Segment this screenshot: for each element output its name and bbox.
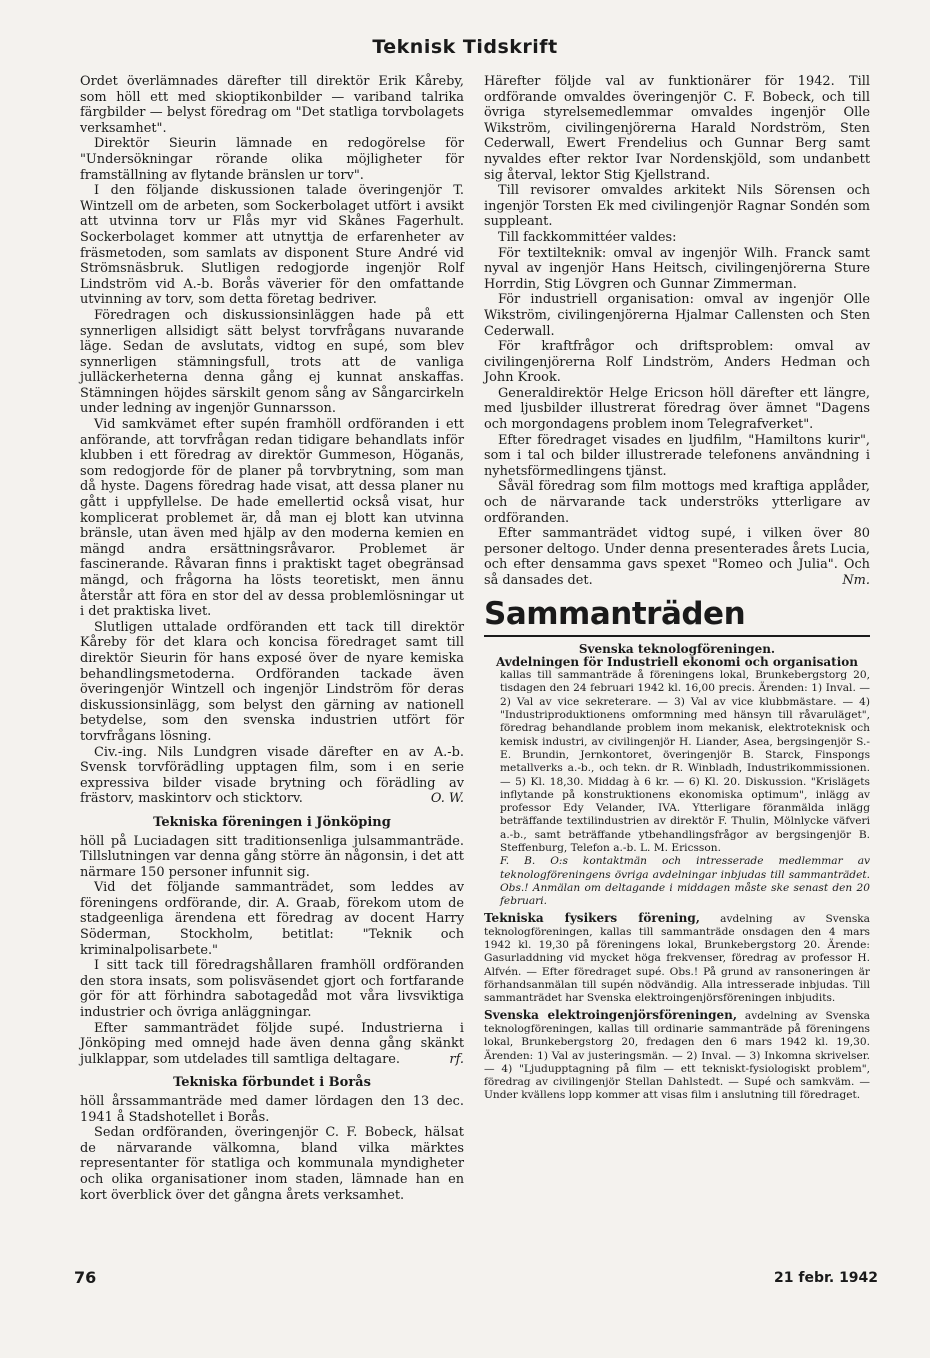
notice-org-title: Svenska teknologföreningen. (578, 641, 776, 656)
notice-text: avdelning av Svenska teknologföreningen, kallas till ordinarie sammanträde på föreningens lokal, Brunkebergstorg 20, fredagen den 6 mars 1942 kl. 19,30. Ärenden: 1) Val av justeringsmän. — 2) Inval. — 3) Inkomna skrivelser. — 4) "Ljudupptagning på film — ett tekniskt-fysiologiskt problem", föredrag av civilingenjör Stellan Dahlstedt. — Supé och samkväm. — Under kvällens lopp kommer att visas film i anslutning till föredraget. (484, 1009, 870, 1102)
paragraph (80, 1021, 464, 1068)
paragraph: höll årssammanträde med damer lördagen den 13 dec. 1941 å Stadshotellet i Borås. (80, 1094, 464, 1125)
paragraph: Härefter följde val av funktionärer för 1942. Till ordförande omvaldes överingenjör C. F. Bobeck, och till övriga styrelsemedlemmar omvaldes ingenjör Olle Wikström, civilingenjörerna Harald Nordström, Sten Cederwall, Ewert Frendelius och Gunnar Berg samt nyvaldes efter rektor Ivar Nordenskjöld, som undanbett sig återval, lektor Stig Kjellstrand. (484, 74, 870, 183)
notice-paragraph (484, 912, 870, 1006)
section-heading-jonkoping: Tekniska föreningen i Jönköping (153, 814, 391, 830)
paragraph (80, 745, 464, 807)
notice-paragraph (484, 1009, 870, 1103)
paragraph (484, 526, 870, 588)
paragraph-text: Civ.-ing. Nils Lundgren visade därefter en av A.-b. Svensk torvförädling upptagen film, som i en serie expressiva bilder visade brytning och förädling av frästorv, maskintorv och sticktorv. (80, 744, 464, 807)
paragraph: höll på Luciadagen sitt traditionsenliga julsammanträde. Tillslutningen var denna gång större än någonsin, i det att närmare 150 personer infunnit sig. (80, 833, 464, 880)
paragraph-text: Efter sammanträdet vidtog supé, i vilken över 80 personer deltogo. Under denna presenterades årets Lucia, och efter densamma gavs spexet "Romeo och Julia". Och så dansades det. (484, 526, 870, 588)
paragraph: Föredragen och diskussionsinläggen hade på ett synnerligen allsidigt sätt belyst torvfrågans nuvarande läge. Sedan de avslutats, vidtog en supé, som blev synnerligen stämningsfull, trots att de vanliga julläckerheterna denna gång ej kunnat anskaffas. Stämningen höjdes särskilt genom sång av Sångarcirkeln under ledning av ingenjör Gunnarsson. (80, 307, 464, 417)
paragraph: Till revisorer omvaldes arkitekt Nils Sörensen och ingenjör Torsten Ek med civilingenjör Ragnar Sondén som suppleant. (484, 183, 870, 230)
masthead-title: Teknisk Tidskrift (372, 36, 558, 58)
section-title-sammantraden: Sammanträden (484, 595, 870, 637)
paragraph: Slutligen uttalade ordföranden ett tack till direktör Kåreby för det klara och koncisa föredraget samt till direktör Sieurin för hans exposé över de nyare kemiska behandlingsmetoderna. Ordföranden tackade även överingenjör Wintzell och ingenjör Lindström för deras diskussionsinlägg, som belyst den gärning av nationell betydelse, som den svenska industrien utfört för torvfrågans lösning. (80, 619, 464, 744)
author-signature: rf. (449, 1051, 464, 1067)
section-heading-boras: Tekniska förbundet i Borås (173, 1075, 371, 1091)
right-column (484, 74, 870, 1103)
notice-text: kallas till sammanträde å föreningens lokal, Brunkebergstorg 20, tisdagen den 24 februari 1942 kl. 16,00 precis. Ärenden: 1) Inval. — 2) Val av vice sekreterare. — 3) Val av vice klubbmästare. — 4) "Industriproduktionens omformning med hänsyn till råvaruläget", föredrag behandlande problem inom mekanisk, elektroteknisk och kemisk industri, av civilingenjör H. Liander, Asea, bergsingenjör S.-E. Brundin, Jernkontoret, överingenjör B. Starck, Finspongs metallverks a.-b., och tekn. dr R. Winbladh, Industrikommissionen. — 5) Kl. 18,30. Middag à 6 kr. — 6) Kl. 20. Diskussion. "Krislägets inflytande på konstruktionens ekonomiska optimum", inlägg av professor Edy Velander, IVA. Ytterligare föranmälda inlägg beträffande textilindustrien av direktör F. Thulin, Mölnlycke väfveri a.-b., samt beträffande ytbehandlingsfrågor av bergsingenjör B. Steffenburg, Telefon a.-b. L. M. Ericsson. (500, 669, 870, 855)
left-column (80, 74, 464, 1203)
issue-date: 21 febr. 1942 (774, 1270, 879, 1286)
paragraph: Vid det följande sammanträdet, som leddes av föreningens ordförande, dir. A. Graab, förekom utom de stadgeenliga ärendena ett föredrag av docent Harry Söderman, Stockholm, betitlat: "Teknik och kriminalpolisarbete." (80, 880, 464, 958)
paragraph: För kraftfrågor och driftsproblem: omval av civilingenjörerna Rolf Lindström, Anders Hedman och John Krook. (484, 339, 870, 386)
notice-org-lead: Tekniska fysikers förening, (484, 910, 700, 925)
author-signature: O. W. (430, 791, 464, 807)
paragraph-text: Efter sammanträdet följde supé. Industrierna i Jönköping med omnejd hade även denna gång skänkt julklappar, som utdelades till samtliga deltagare. (80, 1020, 464, 1067)
paragraph: Ordet överlämnades därefter till direktör Erik Kåreby, som höll ett med skioptikonbilder — variband talrika färgbilder — belyst föredrag om "Det statliga torvbolagets verksamhet". (80, 74, 464, 136)
meeting-notices (484, 643, 870, 1103)
paragraph: Generaldirektör Helge Ericson höll därefter ett längre, med ljusbilder illustrerat föredrag över ämnet "Dagens och morgondagens problem inom Telegrafverket". (484, 385, 870, 433)
paragraph: För textilteknik: omval av ingenjör Wilh. Franck samt nyval av ingenjör Hans Heitsch, civilingenjörerna Sture Horrdin, Stig Lövgren och Gunnar Zimmerman. (484, 245, 870, 292)
paragraph: Vid samkvämet efter supén framhöll ordföranden i ett anförande, att torvfrågan redan tidigare behandlats inför klubben i ett föredrag av direktör Gummeson, Höganäs, som redogjorde för de planer på torvbrytning, som man då hyste. Dagens föredrag hade visat, att dessa planer nu gått i uppfyllelse. De hade emellertid också visat, hur komplicerat problemet är, då man ej blott kan utvinna bränsle, utan även med hjälp av den moderna kemien en mängd andra ersättningsråvaror. Problemet är fascinerande. Råvaran finns i praktiskt taget obegränsad mängd, och frågorna ha lösts teoretiskt, men ännu återstår att föra en stor del av dessa problemlösningar ut i det praktiska livet. (80, 417, 464, 620)
paragraph: Direktör Sieurin lämnade en redogörelse för "Undersökningar rörande olika möjligheter för framställning av flytande bränslen ur torv". (80, 136, 464, 183)
paragraph: Till fackkommittéer valdes: (498, 229, 677, 245)
notice-org-subtitle: Avdelningen för Industriell ekonomi och organisation (495, 654, 858, 669)
paragraph: Efter föredraget visades en ljudfilm, "Hamiltons kurir", som i tal och bilder illustrerade telefonens användning i nyhetsförmedlingens tjänst. (484, 432, 870, 479)
notice-text: avdelning av Svenska teknologföreningen, kallas till sammanträde onsdagen den 4 mars 1942 kl. 19,30 på föreningens lokal, Brunkebergstorg 20. Ärende: Gasurladdning vid mycket höga frekvenser, föredrag av professor H. Alfvén. — Efter föredraget supé. Obs.! På grund av ransoneringen är förhandsanmälan till supén nödvändig. Alla intresserade inbjudas. Till sammanträdet har Svenska elektroingenjörsföreningen inbjudits. (484, 912, 870, 1005)
paragraph: I sitt tack till föredragshållaren framhöll ordföranden den stora insats, som polisväsendet gjort och fortfarande gör för att förhindra sabotagedåd mot våra livsviktiga industrier och övriga anläggningar. (80, 958, 464, 1021)
page-number: 76 (74, 1268, 97, 1287)
paragraph: Såväl föredrag som film mottogs med kraftiga applåder, och de närvarande tack underströks ytterligare av ordföranden. (484, 479, 870, 526)
paragraph: Sedan ordföranden, överingenjör C. F. Bobeck, hälsat de närvarande välkomna, bland vilka märktes representanter för statliga och kommunala myndigheter och olika organisationer inom staden, lämnade han en kort överblick över det gångna årets verksamhet. (80, 1125, 464, 1203)
paragraph: För industriell organisation: omval av ingenjör Olle Wikström, civilingenjörerna Hjalmar Callensten och Sten Cederwall. (484, 292, 870, 339)
paragraph: I den följande diskussionen talade överingenjör T. Wintzell om de arbeten, som Sockerbolaget utfört i avsikt att utvinna torv ur Flås myr vid Skånes Fagerhult. Sockerbolaget kommer att utnyttja de erfarenheter av fräsmetoden, som samlats av disponent Sture André vid Strömsnäsbruk. Slutligen redogjorde ingenjör Rolf Lindström vid A.-b. Borås väverier för den omfattande utvinning av torv, som detta företag bedriver. (80, 183, 464, 308)
notice-org-lead: Svenska elektroingenjörsföreningen, (484, 1007, 738, 1022)
author-signature: Nm. (842, 573, 870, 588)
notice-note: F. B. O:s kontaktmän och intresserade medlemmar av teknologföreningens övriga avdelningar inbjudas till sammanträdet. Obs.! Anmälan om deltagande i middagen måste ske senast den 20 februari. (500, 855, 870, 908)
